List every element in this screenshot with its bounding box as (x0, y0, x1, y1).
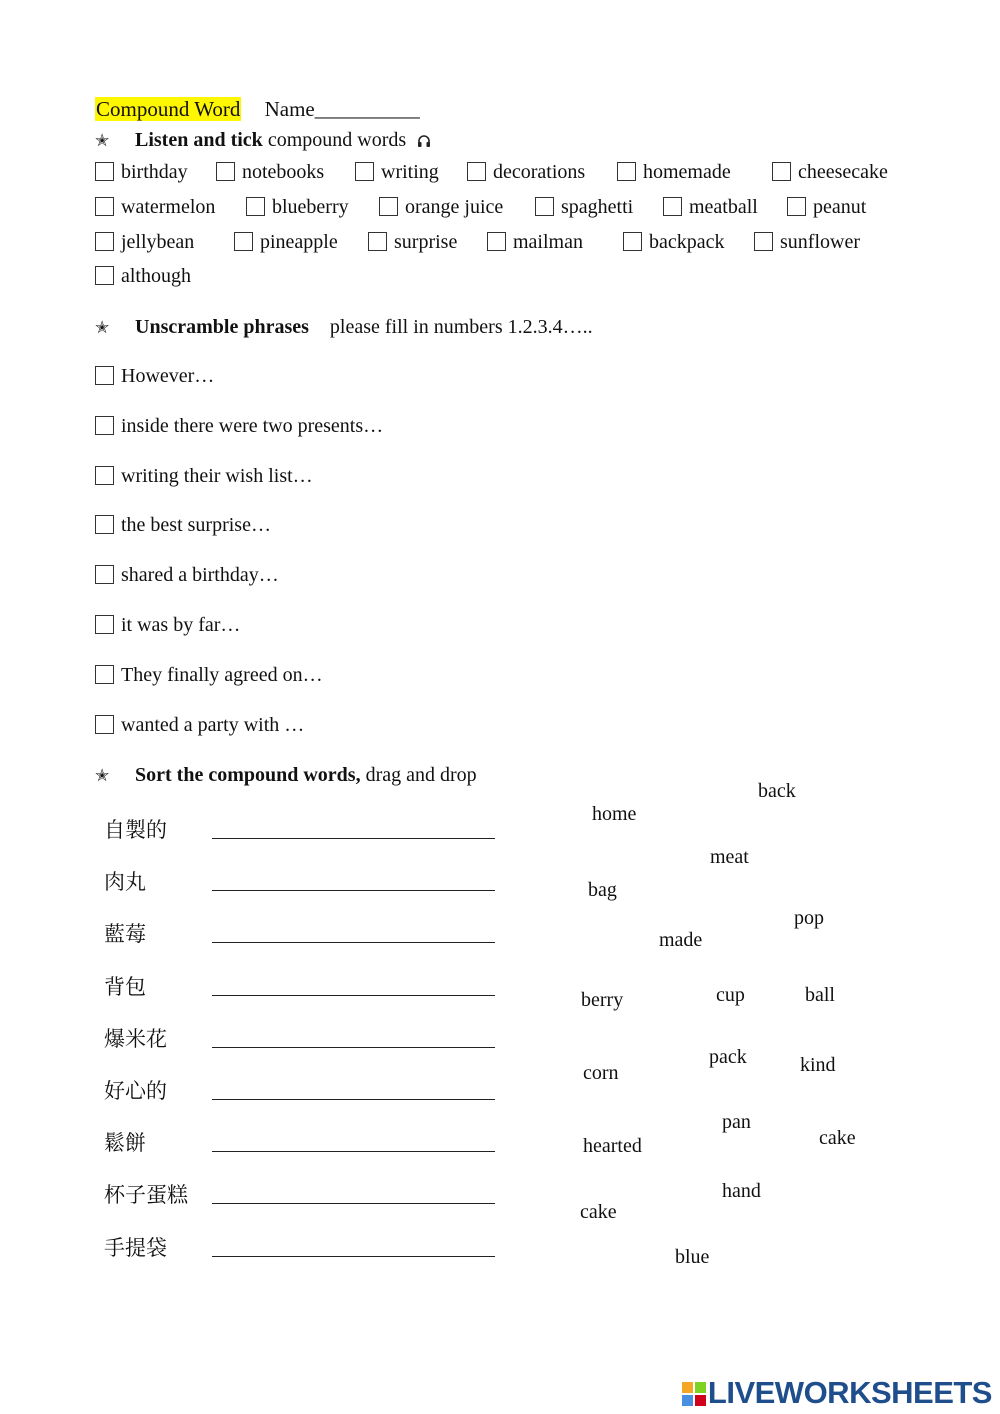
draggable-word[interactable]: cake (819, 1127, 856, 1149)
option-label: backpack (649, 231, 725, 253)
phrase-text: it was by far… (121, 614, 241, 636)
star-icon: ✭ (95, 318, 110, 337)
number-box[interactable] (95, 665, 114, 684)
checkbox[interactable] (246, 197, 265, 216)
chinese-meaning: 杯子蛋糕 (104, 1183, 188, 1208)
option-item (379, 196, 503, 219)
option-label: spaghetti (561, 196, 634, 218)
section-sort-heading (95, 764, 477, 787)
option-item (95, 196, 215, 219)
checkbox[interactable] (95, 232, 114, 251)
draggable-word[interactable]: cup (716, 984, 745, 1006)
option-item (487, 231, 583, 254)
chinese-meaning: 爆米花 (104, 1026, 167, 1051)
phrase-text: the best surprise… (121, 514, 271, 537)
checkbox[interactable] (617, 162, 636, 181)
draggable-word[interactable]: meat (710, 846, 749, 868)
number-box[interactable] (95, 466, 114, 485)
headphones-icon[interactable] (417, 131, 431, 154)
checkbox[interactable] (368, 232, 387, 251)
draggable-word[interactable]: ball (805, 984, 835, 1006)
checkbox[interactable] (535, 197, 554, 216)
option-item (772, 161, 888, 184)
phrase-item (95, 514, 271, 537)
checkbox[interactable] (467, 162, 486, 181)
checkbox[interactable] (772, 162, 791, 181)
draggable-word[interactable]: made (659, 929, 703, 951)
chinese-meaning: 自製的 (104, 818, 167, 842)
draggable-word[interactable]: corn (583, 1062, 619, 1084)
draggable-word[interactable]: cake (580, 1201, 617, 1223)
logo-text: LIVEWORKSHEETS (707, 1375, 992, 1410)
option-item (216, 161, 324, 184)
draggable-word[interactable]: pack (709, 1046, 747, 1068)
checkbox[interactable] (787, 197, 806, 216)
option-label: cheesecake (798, 161, 888, 183)
option-item (95, 161, 188, 184)
option-label: mailman (513, 231, 583, 253)
chinese-meaning: 背包 (104, 974, 146, 999)
option-label: pineapple (260, 231, 338, 253)
draggable-word[interactable]: back (758, 780, 796, 802)
checkbox[interactable] (95, 162, 114, 181)
chinese-meaning: 好心的 (104, 1079, 167, 1103)
phrase-item (95, 664, 323, 687)
star-icon: ✭ (95, 766, 110, 785)
checkbox[interactable] (754, 232, 773, 251)
option-label: blueberry (272, 196, 349, 218)
checkbox[interactable] (216, 162, 235, 181)
option-label: surprise (394, 231, 458, 253)
section-heading-rest: compound words (267, 129, 407, 151)
number-box[interactable] (95, 715, 114, 734)
drop-zone-line[interactable] (212, 942, 495, 943)
draggable-word[interactable]: kind (800, 1054, 836, 1076)
drop-zone-line[interactable] (212, 838, 495, 839)
phrase-text: writing their wish list… (121, 464, 313, 487)
phrase-item (95, 714, 304, 737)
checkbox[interactable] (95, 197, 114, 216)
phrase-text: wanted a party with … (121, 713, 305, 736)
checkbox[interactable] (623, 232, 642, 251)
name-label: Name__________ (264, 97, 420, 121)
section-listen-heading (95, 129, 431, 154)
chinese-meaning: 肉丸 (104, 870, 146, 895)
option-item (234, 231, 338, 254)
option-label: birthday (121, 161, 188, 183)
option-label: notebooks (242, 161, 325, 183)
checkbox[interactable] (95, 266, 114, 285)
phrase-text: shared a birthday… (121, 564, 279, 587)
drop-zone-line[interactable] (212, 1151, 495, 1152)
chinese-meaning: 手提袋 (104, 1235, 167, 1260)
draggable-word[interactable]: hearted (583, 1135, 642, 1157)
option-label: homemade (643, 161, 731, 183)
option-label: jellybean (121, 231, 195, 253)
checkbox[interactable] (663, 197, 682, 216)
option-item (467, 161, 585, 184)
drop-zone-line[interactable] (212, 995, 495, 996)
number-box[interactable] (95, 615, 114, 634)
option-label: meatball (689, 196, 758, 218)
phrase-text: inside there were two presents… (121, 414, 384, 437)
phrase-item (95, 564, 279, 587)
option-item (754, 231, 860, 254)
option-item (535, 196, 633, 219)
checkbox[interactable] (379, 197, 398, 216)
option-label: writing (381, 161, 439, 183)
section-heading-bold: Unscramble phrases (135, 316, 309, 338)
logo-mark-icon (682, 1378, 706, 1414)
chinese-meaning: 鬆餅 (104, 1131, 146, 1156)
number-box[interactable] (95, 416, 114, 435)
phrase-item (95, 465, 313, 488)
star-icon: ✭ (95, 131, 110, 150)
section-unscramble-heading (95, 316, 593, 339)
option-item (246, 196, 349, 219)
draggable-word[interactable]: berry (581, 989, 624, 1011)
draggable-word[interactable]: home (592, 803, 637, 825)
number-box[interactable] (95, 366, 114, 385)
worksheet-title (95, 97, 420, 122)
section-heading-rest: please fill in numbers 1.2.3.4….. (329, 316, 593, 338)
option-item (617, 161, 731, 184)
option-item (623, 231, 725, 254)
option-label: orange juice (405, 196, 504, 218)
option-label: sunflower (780, 231, 860, 253)
option-item (787, 196, 866, 219)
phrase-item (95, 415, 383, 438)
section-heading-bold: Listen and tick (135, 129, 263, 151)
chinese-meaning: 藍莓 (104, 922, 146, 947)
option-label: although (121, 265, 191, 287)
option-item (368, 231, 457, 254)
checkbox[interactable] (234, 232, 253, 251)
drop-zone-line[interactable] (212, 1203, 495, 1204)
drop-zone-line[interactable] (212, 1099, 495, 1100)
liveworksheets-logo (682, 1375, 992, 1414)
drop-zone-line[interactable] (212, 1256, 495, 1257)
section-heading-rest: drag and drop (365, 764, 477, 786)
draggable-word[interactable]: pan (722, 1111, 751, 1133)
title-highlight: Compound Word (96, 97, 241, 121)
draggable-word[interactable]: bag (588, 879, 617, 901)
drop-zone-line[interactable] (212, 1047, 495, 1048)
option-item (663, 196, 758, 219)
option-label: watermelon (121, 196, 216, 218)
phrase-item (95, 614, 240, 637)
draggable-word[interactable]: hand (722, 1180, 761, 1202)
phrase-text: However… (121, 365, 215, 387)
checkbox[interactable] (487, 232, 506, 251)
number-box[interactable] (95, 515, 114, 534)
draggable-word[interactable]: pop (794, 907, 824, 929)
phrase-item (95, 365, 214, 388)
option-label: peanut (813, 196, 867, 218)
option-label: decorations (493, 161, 586, 183)
option-item (95, 231, 194, 254)
drop-zone-line[interactable] (212, 890, 495, 891)
option-item (95, 265, 191, 288)
checkbox[interactable] (355, 162, 374, 181)
phrase-text: They finally agreed on… (121, 663, 323, 686)
option-item (355, 161, 439, 184)
number-box[interactable] (95, 565, 114, 584)
section-heading-bold: Sort the compound words, (135, 764, 361, 786)
draggable-word[interactable]: blue (675, 1246, 710, 1268)
